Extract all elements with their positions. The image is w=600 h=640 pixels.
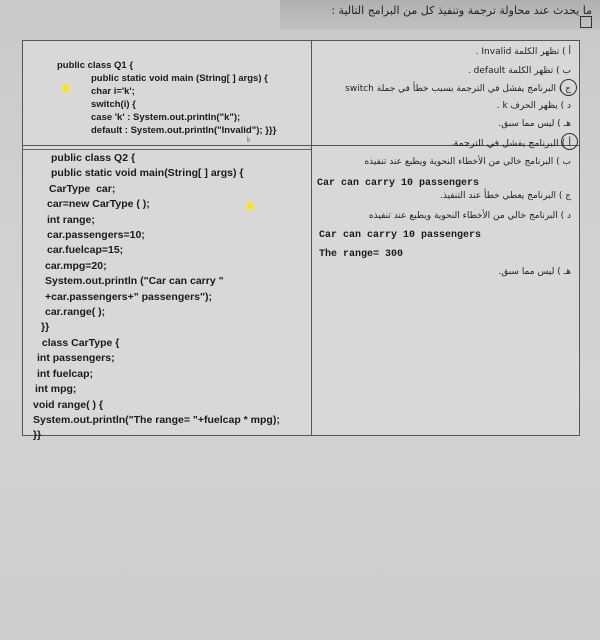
highlight-dot [246,202,254,210]
pencil-mark: k [247,137,251,144]
code-line: int fuelcap; [37,367,94,380]
code-line: car=new CarType ( ); [47,198,150,211]
q2-option-a: أ ) البرنامج يفشل في الترجمة. [450,138,571,149]
question-table [22,40,580,442]
code-line: public class Q2 { [51,152,136,164]
code-line: System.out.println ("Car can carry " [45,275,224,288]
q1-option-b: ب ) تظهر الكلمة default . [467,66,571,76]
header-band [280,0,600,30]
q2-option-e: هـ ) ليس مما سبق. [498,267,571,277]
q1-option-a: أ ) تظهر الكلمة Invalid . [475,47,571,57]
instruction-text: ما يحدث عند محاولة ترجمة وتنفيذ كل من البرامج التالية : [331,4,592,17]
code-line: void range( ) { [33,398,104,411]
header-checkbox [580,16,592,28]
code-line: int passengers; [37,352,115,365]
code-line: +car.passengers+" passengers"); [45,290,212,303]
code-line: }} [33,429,42,442]
q2-option-d-output-1: Car can carry 10 passengers [319,230,482,241]
code-line: car.fuelcap=15; [47,244,124,257]
code-line: int range; [47,213,95,226]
code-line: int mpg; [35,383,77,396]
code-line: public static void main (String[ ] args) { [91,73,268,84]
q2-option-d-output-2: The range= 300 [319,249,404,260]
code-line: car.mpg=20; [45,259,107,272]
q1-option-d: د ) يظهر الحرف k . [496,101,571,111]
code-line: switch(i) { [91,99,136,110]
column-divider [311,41,312,435]
code-line: case 'k' : System.out.println("k"); [91,112,241,123]
highlight-dot [62,84,70,92]
code-line: char i='k'; [91,86,135,97]
code-line: class CarType { [39,336,120,349]
q2-code [33,151,280,444]
row-divider-inner [23,149,311,150]
code-line: }} [41,321,50,334]
code-line: car.range( ); [45,306,106,319]
code-line: public class Q1 { [57,60,134,71]
q2-option-c: ج ) البرنامج يعطي خطأ عند التنفيذ. [439,191,571,201]
code-line: default : System.out.println("Invalid"); }}} [91,125,277,136]
q2-option-b-output: Car can carry 10 passengers [317,178,480,189]
code-line: System.out.println("The range= "+fuelcap * mpg); [33,413,280,426]
code-line: car.passengers=10; [47,229,145,242]
q1-code [57,59,276,137]
q2-option-d: د ) البرنامج خالي من الأخطاء النحوية ويطبع عند تنفيذه [368,211,571,221]
answer-circle-q1 [560,79,577,96]
q2-option-b: ب ) البرنامج خالي من الأخطاء النحوية ويطبع عند تنفيذه [364,157,571,167]
code-line: CarType car; [49,182,116,195]
q1-option-e: هـ ) ليس مما سبق. [498,119,571,129]
code-line: public static void main(String[ ] args) { [51,167,244,180]
q1-option-c: ج ) البرنامج يفشل في الترجمة بسبب خطأ في جملة switch [345,84,571,94]
